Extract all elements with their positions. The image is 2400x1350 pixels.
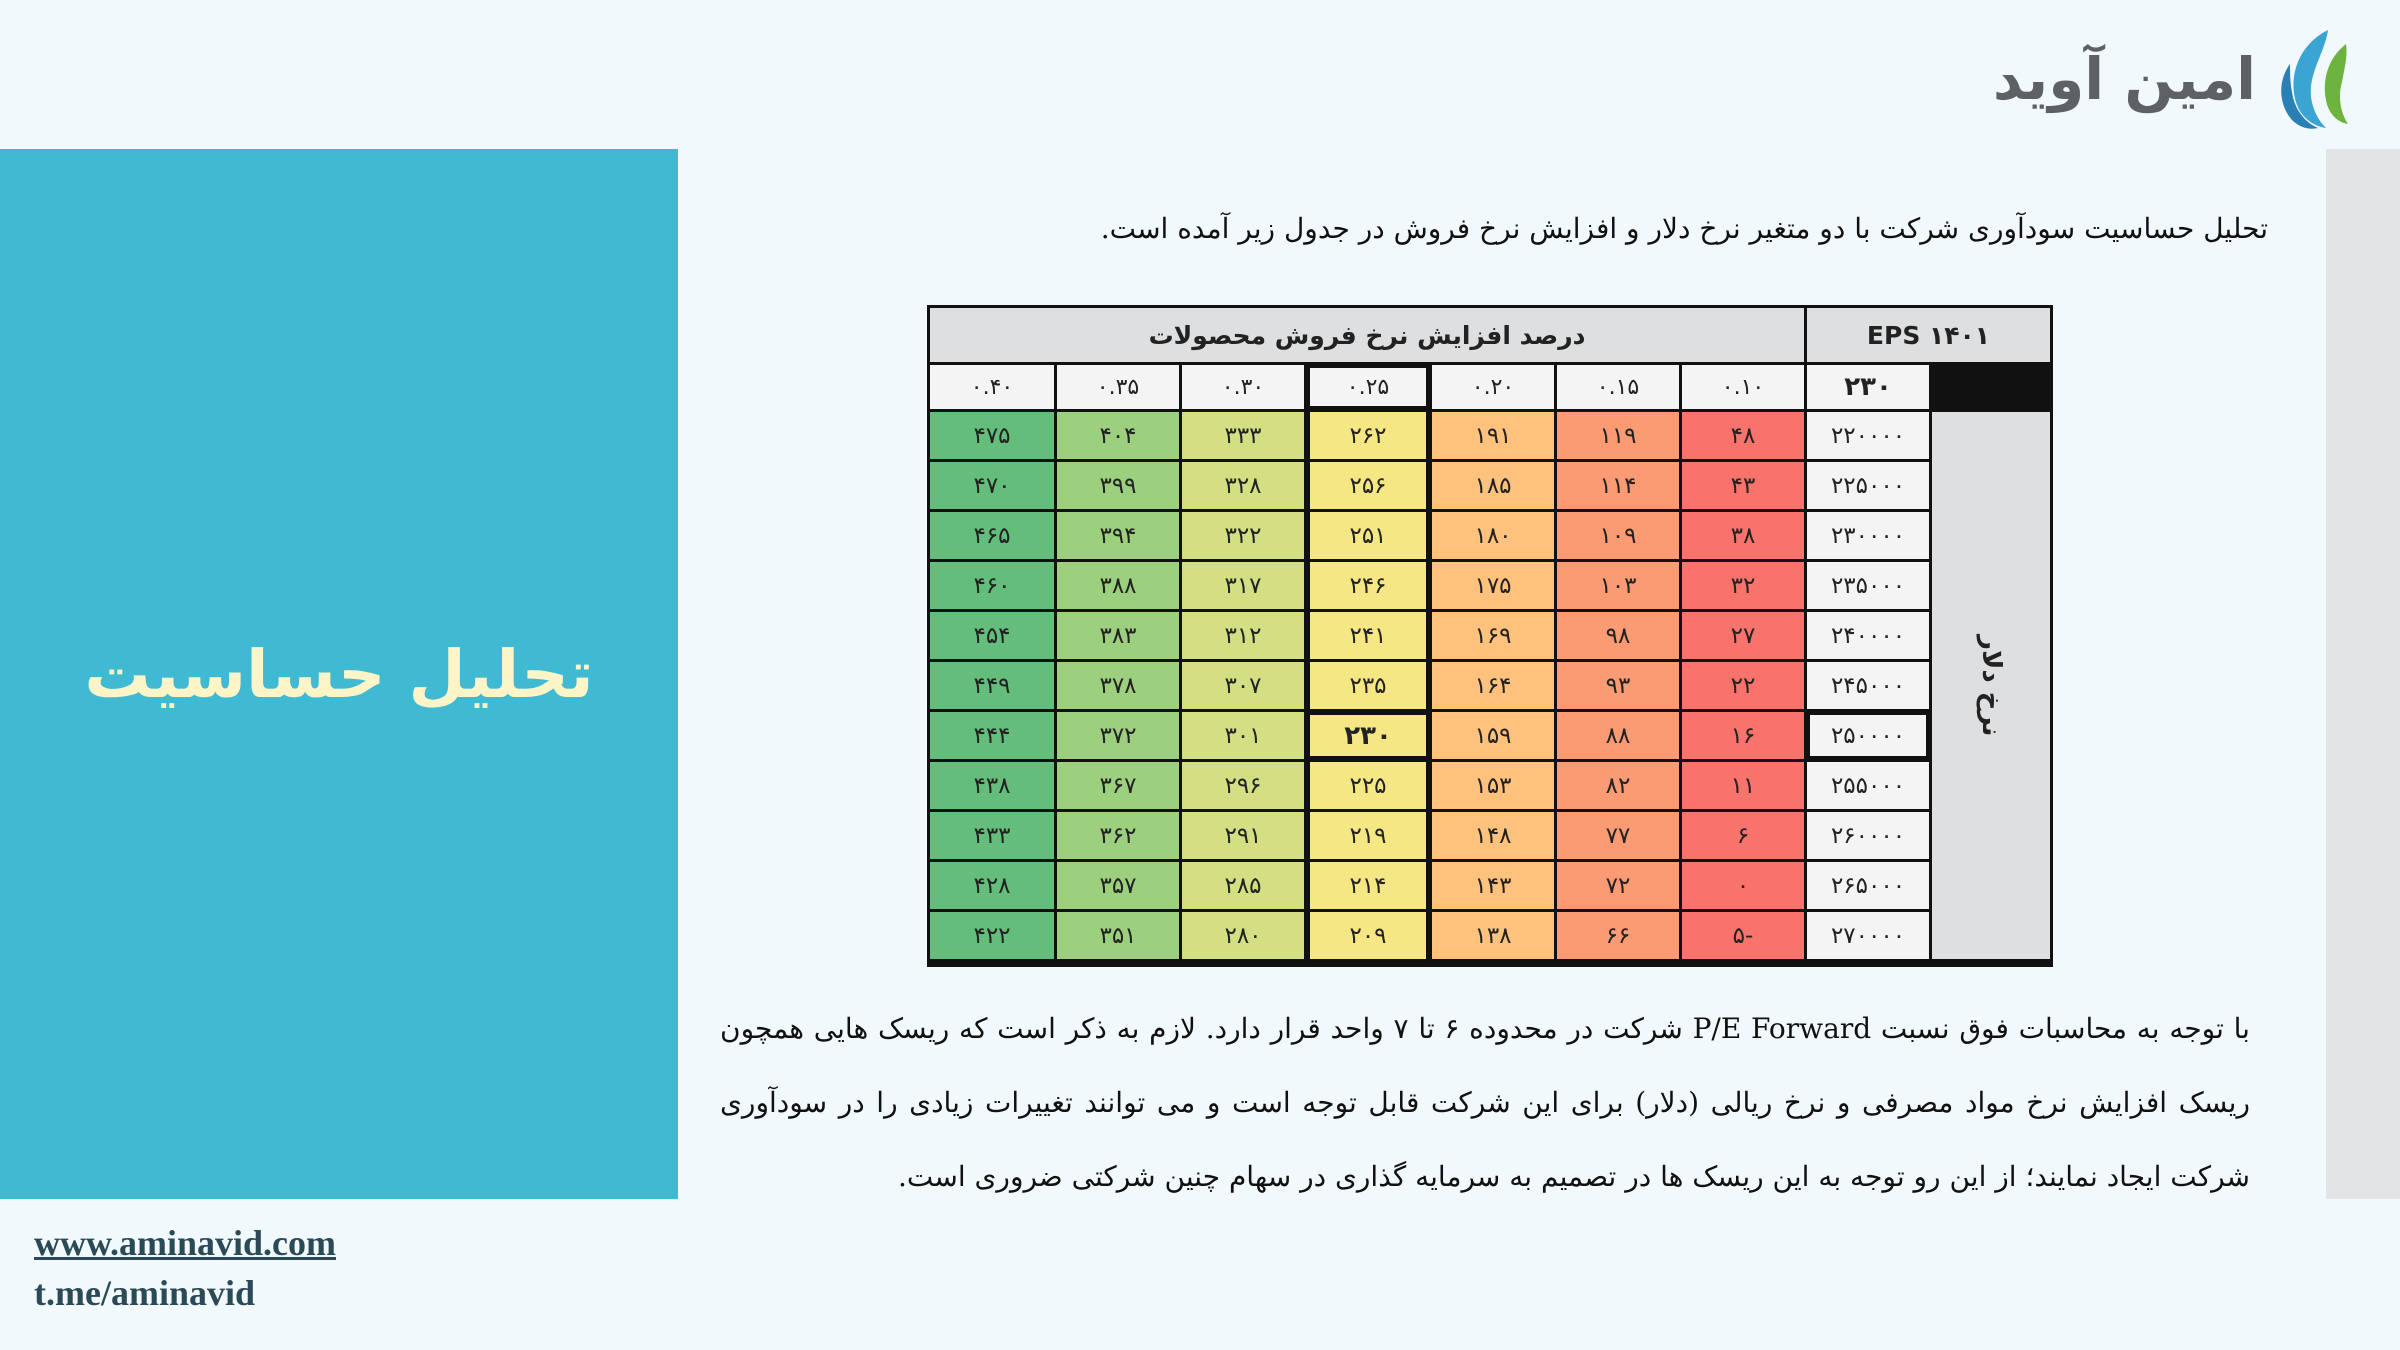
eps-cell: ۳۶۲ <box>1057 812 1179 859</box>
brand-mark-icon <box>2270 24 2362 134</box>
eps-cell: ۲۳۵ <box>1307 662 1429 709</box>
row-header-dollar-rate: ۲۴۵۰۰۰ <box>1807 662 1929 709</box>
eps-cell: ۳۷۸ <box>1057 662 1179 709</box>
eps-cell: ۲۲ <box>1682 662 1804 709</box>
eps-cell: ۴۵۴ <box>930 612 1054 659</box>
column-header: ۰.۴۰ <box>930 365 1054 409</box>
intro-text: تحلیل حساسیت سودآوری شرکت با دو متغیر نرخ دلار و افزایش نرخ فروش در جدول زیر آمده است. <box>1100 212 2268 245</box>
eps-cell: ۲۱۹ <box>1307 812 1429 859</box>
eps-cell: ۱۴۳ <box>1432 862 1554 909</box>
brand-logo <box>1993 24 2362 134</box>
eps-cell: ۸۸ <box>1557 712 1679 759</box>
eps-cell: ۲۴۶ <box>1307 562 1429 609</box>
eps-cell: ۱۰۳ <box>1557 562 1679 609</box>
sensitivity-grid <box>930 308 2050 964</box>
eps-cell: ۱۶ <box>1682 712 1804 759</box>
eps-cell: -۵ <box>1682 912 1804 959</box>
eps-cell: ۹۸ <box>1557 612 1679 659</box>
eps-cell: ۲۴۱ <box>1307 612 1429 659</box>
right-decor-strip <box>2326 149 2400 1199</box>
eps-cell: ۰ <box>1682 862 1804 909</box>
row-header-dollar-rate: ۲۵۵۰۰۰ <box>1807 762 1929 809</box>
telegram-link[interactable]: t.me/aminavid <box>34 1273 255 1313</box>
eps-cell: ۱۱۹ <box>1557 412 1679 459</box>
eps-cell: ۲۸۵ <box>1182 862 1304 909</box>
eps-cell: ۳۰۱ <box>1182 712 1304 759</box>
eps-cell: ۹۳ <box>1557 662 1679 709</box>
eps-cell: ۳۲۲ <box>1182 512 1304 559</box>
column-header: ۰.۳۰ <box>1182 365 1304 409</box>
eps-cell: ۳۱۷ <box>1182 562 1304 609</box>
eps-cell: ۳۱۲ <box>1182 612 1304 659</box>
eps-cell: ۶۶ <box>1557 912 1679 959</box>
eps-cell: ۴۲۲ <box>930 912 1054 959</box>
eps-cell: ۲۹۱ <box>1182 812 1304 859</box>
eps-cell: ۴۲۸ <box>930 862 1054 909</box>
eps-cell: ۳۷۲ <box>1057 712 1179 759</box>
eps-cell: ۲۲۵ <box>1307 762 1429 809</box>
eps-cell: ۳۹۹ <box>1057 462 1179 509</box>
eps-cell: ۴۷۵ <box>930 412 1054 459</box>
column-header: ۰.۱۰ <box>1682 365 1804 409</box>
column-header: ۰.۱۵ <box>1557 365 1679 409</box>
left-panel <box>0 149 678 1199</box>
eps-cell: ۲۰۹ <box>1307 912 1429 959</box>
eps-cell: ۲۵۱ <box>1307 512 1429 559</box>
row-header-dollar-rate: ۲۲۰۰۰۰ <box>1807 412 1929 459</box>
eps-cell: ۴۸ <box>1682 412 1804 459</box>
eps-cell: ۱۳۸ <box>1432 912 1554 959</box>
eps-cell: ۲۳۰ <box>1307 712 1429 759</box>
column-header: ۰.۲۰ <box>1432 365 1554 409</box>
eps-cell: ۴۰۴ <box>1057 412 1179 459</box>
eps-cell: ۴۳۳ <box>930 812 1054 859</box>
eps-cell: ۱۴۸ <box>1432 812 1554 859</box>
eps-cell: ۷۲ <box>1557 862 1679 909</box>
eps-header: EPS ۱۴۰۱ <box>1807 308 2050 362</box>
eps-cell: ۳۳۳ <box>1182 412 1304 459</box>
eps-cell: ۶ <box>1682 812 1804 859</box>
column-header: ۰.۲۵ <box>1307 365 1429 409</box>
brand-name: امین آوید <box>1992 45 2256 113</box>
footer-links <box>34 1218 336 1318</box>
eps-cell: ۲۶۲ <box>1307 412 1429 459</box>
eps-cell: ۲۹۶ <box>1182 762 1304 809</box>
eps-cell: ۱۸۵ <box>1432 462 1554 509</box>
eps-cell: ۱۶۹ <box>1432 612 1554 659</box>
row-header-dollar-rate: ۲۲۵۰۰۰ <box>1807 462 1929 509</box>
eps-cell: ۳۲۸ <box>1182 462 1304 509</box>
eps-cell: ۱۰۹ <box>1557 512 1679 559</box>
sensitivity-table <box>927 305 2053 967</box>
eps-cell: ۴۶۰ <box>930 562 1054 609</box>
eps-cell: ۷۷ <box>1557 812 1679 859</box>
eps-cell: ۳۰۷ <box>1182 662 1304 709</box>
eps-cell: ۴۴۴ <box>930 712 1054 759</box>
eps-cell: ۳۹۴ <box>1057 512 1179 559</box>
eps-cell: ۳۲ <box>1682 562 1804 609</box>
row-header-dollar-rate: ۲۳۵۰۰۰ <box>1807 562 1929 609</box>
analysis-paragraph: با توجه به محاسبات فوق نسبت P/E Forward شرکت در محدوده ۶ تا ۷ واحد قرار دارد. لازم به ذکر است که ریسک هایی همچون ریسک افزایش نرخ مواد مصرفی و نرخ ریالی (دلار) برای این شرکت قابل توجه است و می توانند تغییرات زیادی را در سودآوری شرکت ایجاد نمایند؛ از این رو توجه به این ریسک ها در تصمیم به سرمایه گذاری در سهام چنین شرکتی ضروری است. <box>720 1012 2250 1193</box>
eps-cell: ۳۸۳ <box>1057 612 1179 659</box>
eps-cell: ۱۶۴ <box>1432 662 1554 709</box>
section-title: تحلیل حساسیت <box>84 635 594 713</box>
row-header-dollar-rate: ۲۶۰۰۰۰ <box>1807 812 1929 859</box>
row-header-dollar-rate: ۲۴۰۰۰۰ <box>1807 612 1929 659</box>
website-link[interactable]: www.aminavid.com <box>34 1223 337 1263</box>
eps-cell: ۴۶۵ <box>930 512 1054 559</box>
column-header: ۰.۳۵ <box>1057 365 1179 409</box>
eps-cell: ۲۱۴ <box>1307 862 1429 909</box>
eps-cell: ۳۸۸ <box>1057 562 1179 609</box>
eps-cell: ۲۷ <box>1682 612 1804 659</box>
eps-cell: ۱۸۰ <box>1432 512 1554 559</box>
dollar-rate-axis-label: نرخ دلار <box>1932 412 2050 959</box>
eps-cell: ۱۷۵ <box>1432 562 1554 609</box>
row-header-dollar-rate: ۲۷۰۰۰۰ <box>1807 912 1929 959</box>
eps-cell: ۴۷۰ <box>930 462 1054 509</box>
row-header-dollar-rate: ۲۶۵۰۰۰ <box>1807 862 1929 909</box>
eps-cell: ۲۵۶ <box>1307 462 1429 509</box>
eps-cell: ۳۸ <box>1682 512 1804 559</box>
eps-cell: ۱۹۱ <box>1432 412 1554 459</box>
eps-cell: ۱۵۹ <box>1432 712 1554 759</box>
eps-cell: ۸۲ <box>1557 762 1679 809</box>
eps-cell: ۳۶۷ <box>1057 762 1179 809</box>
eps-cell: ۲۸۰ <box>1182 912 1304 959</box>
eps-cell: ۱۱۴ <box>1557 462 1679 509</box>
eps-cell: ۳۵۷ <box>1057 862 1179 909</box>
corner-eps-value: ۲۳۰ <box>1807 365 1929 409</box>
row-header-dollar-rate: ۲۵۰۰۰۰ <box>1807 712 1929 759</box>
eps-cell: ۴۳ <box>1682 462 1804 509</box>
eps-cell: ۴۴۹ <box>930 662 1054 709</box>
eps-cell: ۱۱ <box>1682 762 1804 809</box>
row-header-dollar-rate: ۲۳۰۰۰۰ <box>1807 512 1929 559</box>
eps-cell: ۱۵۳ <box>1432 762 1554 809</box>
sales-increase-header: درصد افزایش نرخ فروش محصولات <box>930 308 1804 362</box>
eps-cell: ۴۳۸ <box>930 762 1054 809</box>
eps-cell: ۳۵۱ <box>1057 912 1179 959</box>
